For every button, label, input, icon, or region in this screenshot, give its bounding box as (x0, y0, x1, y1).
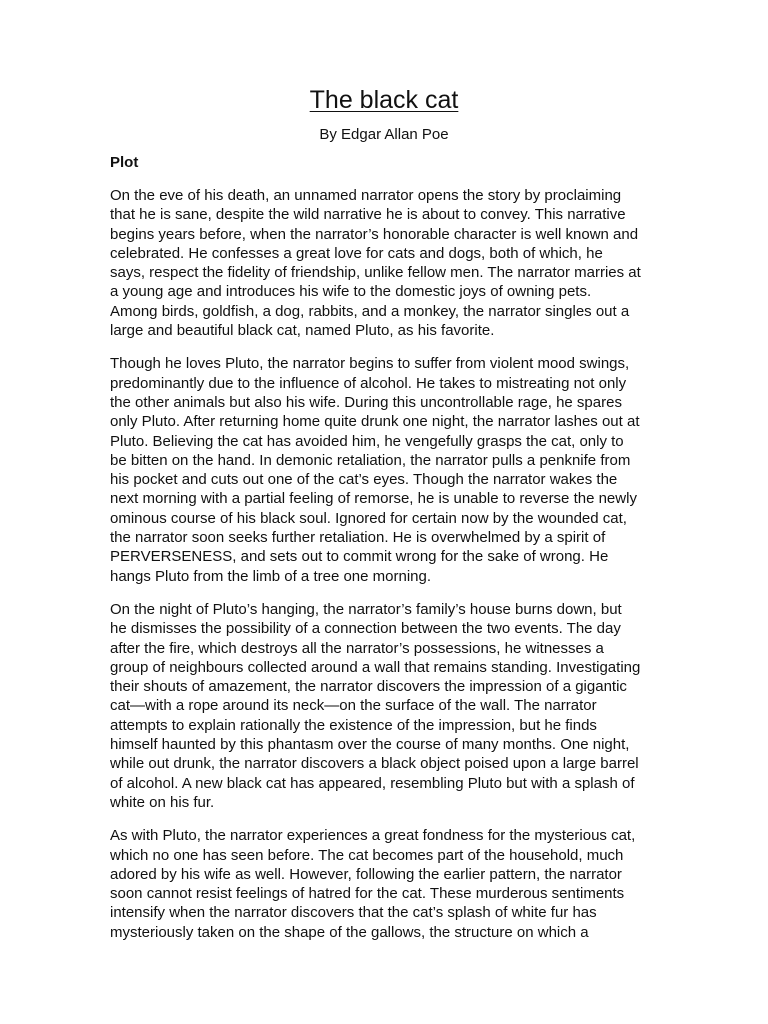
text-line: after the fire, which destroys all the narrator’s possessions, he witnesses a (110, 639, 604, 657)
text-line: adored by his wife as well. However, following the earlier pattern, the narrator (110, 865, 622, 883)
text-line: while out drunk, the narrator discovers a black object poised upon a large barrel (110, 755, 639, 773)
text-line: attempts to explain rationally the existence of the impression, but he finds (110, 716, 597, 734)
text-line: hangs Pluto from the limb of a tree one morning. (110, 567, 432, 585)
text-line: of alcohol. A new black cat has appeared, resembling Pluto but with a splash of (110, 774, 635, 792)
text-line: begins years before, when the narrator’s honorable character is well known and (110, 225, 639, 243)
text-line: soon cannot resist feelings of hatred for the cat. These murderous sentiments (110, 885, 625, 903)
text-line: says, respect the fidelity of friendship, unlike fellow men. The narrator marries at (110, 264, 641, 282)
body-text (110, 186, 658, 956)
text-line: large and beautiful black cat, named Pluto, as his favorite. (110, 322, 495, 340)
text-line: As with Pluto, the narrator experiences a great fondness for the mysterious cat, (110, 827, 636, 845)
text-line: their shouts of amazement, the narrator discovers the impression of a gigantic (110, 678, 627, 696)
text-line: group of neighbours collected around a wall that remains standing. Investigating (110, 658, 641, 676)
text-line: ominous course of his black soul. Ignored for certain now by the wounded cat, (110, 509, 627, 527)
text-line: celebrated. He confesses a great love for cats and dogs, both of which, he (110, 244, 603, 262)
text-line: mysteriously taken on the shape of the gallows, the structure on which a (110, 923, 589, 941)
text-line: On the night of Pluto’s hanging, the narrator’s family’s house burns down, but (110, 600, 622, 618)
text-line: Pluto. Believing the cat has avoided him, he vengefully grasps the cat, only to (110, 432, 624, 450)
paragraph-4 (110, 826, 658, 942)
document-author: By Edgar Allan Poe (319, 126, 449, 143)
text-line: On the eve of his death, an unnamed narrator opens the story by proclaiming (110, 187, 622, 204)
text-line: his pocket and cuts out one of the cat’s eyes. Though the narrator wakes the (110, 471, 618, 489)
text-line: Among birds, goldfish, a dog, rabbits, and a monkey, the narrator singles out a (110, 302, 630, 320)
text-line: predominantly due to the influence of alcohol. He takes to mistreating not only (110, 374, 627, 392)
paragraph-1 (110, 186, 658, 340)
text-line: intensify when the narrator discovers that the cat’s splash of white fur has (110, 904, 597, 922)
text-line: white on his fur. (110, 793, 215, 811)
text-line: the other animals but also his wife. During this uncontrollable rage, he spares (110, 393, 622, 411)
section-heading-plot: Plot (110, 154, 139, 171)
document-title: The black cat (309, 86, 459, 114)
text-line: a young age and introduces his wife to the domestic joys of owning pets. (110, 283, 592, 301)
text-line: Though he loves Pluto, the narrator begins to suffer from violent mood swings, (110, 355, 630, 373)
text-line: only Pluto. After returning home quite drunk one night, the narrator lashes out at (110, 413, 640, 431)
text-line: that he is sane, despite the wild narrative he is about to convey. This narrative (110, 206, 626, 224)
text-line: cat—with a rope around its neck—on the surface of the wall. The narrator (110, 697, 597, 715)
paragraph-2 (110, 354, 658, 586)
text-line: he dismisses the possibility of a connection between the two events. The day (110, 620, 621, 638)
text-line: himself haunted by this phantasm over the course of many months. One night, (110, 736, 630, 754)
text-line: PERVERSENESS, and sets out to commit wrong for the sake of wrong. He (110, 548, 609, 566)
text-line: the narrator soon seeks further retaliation. He is overwhelmed by a spirit of (110, 529, 606, 547)
text-line: be bitten on the hand. In demonic retaliation, the narrator pulls a penknife from (110, 451, 631, 469)
text-line: next morning with a partial feeling of remorse, he is unable to reverse the newly (110, 490, 637, 508)
text-line: which no one has seen before. The cat becomes part of the household, much (110, 846, 624, 864)
paragraph-3 (110, 600, 658, 812)
